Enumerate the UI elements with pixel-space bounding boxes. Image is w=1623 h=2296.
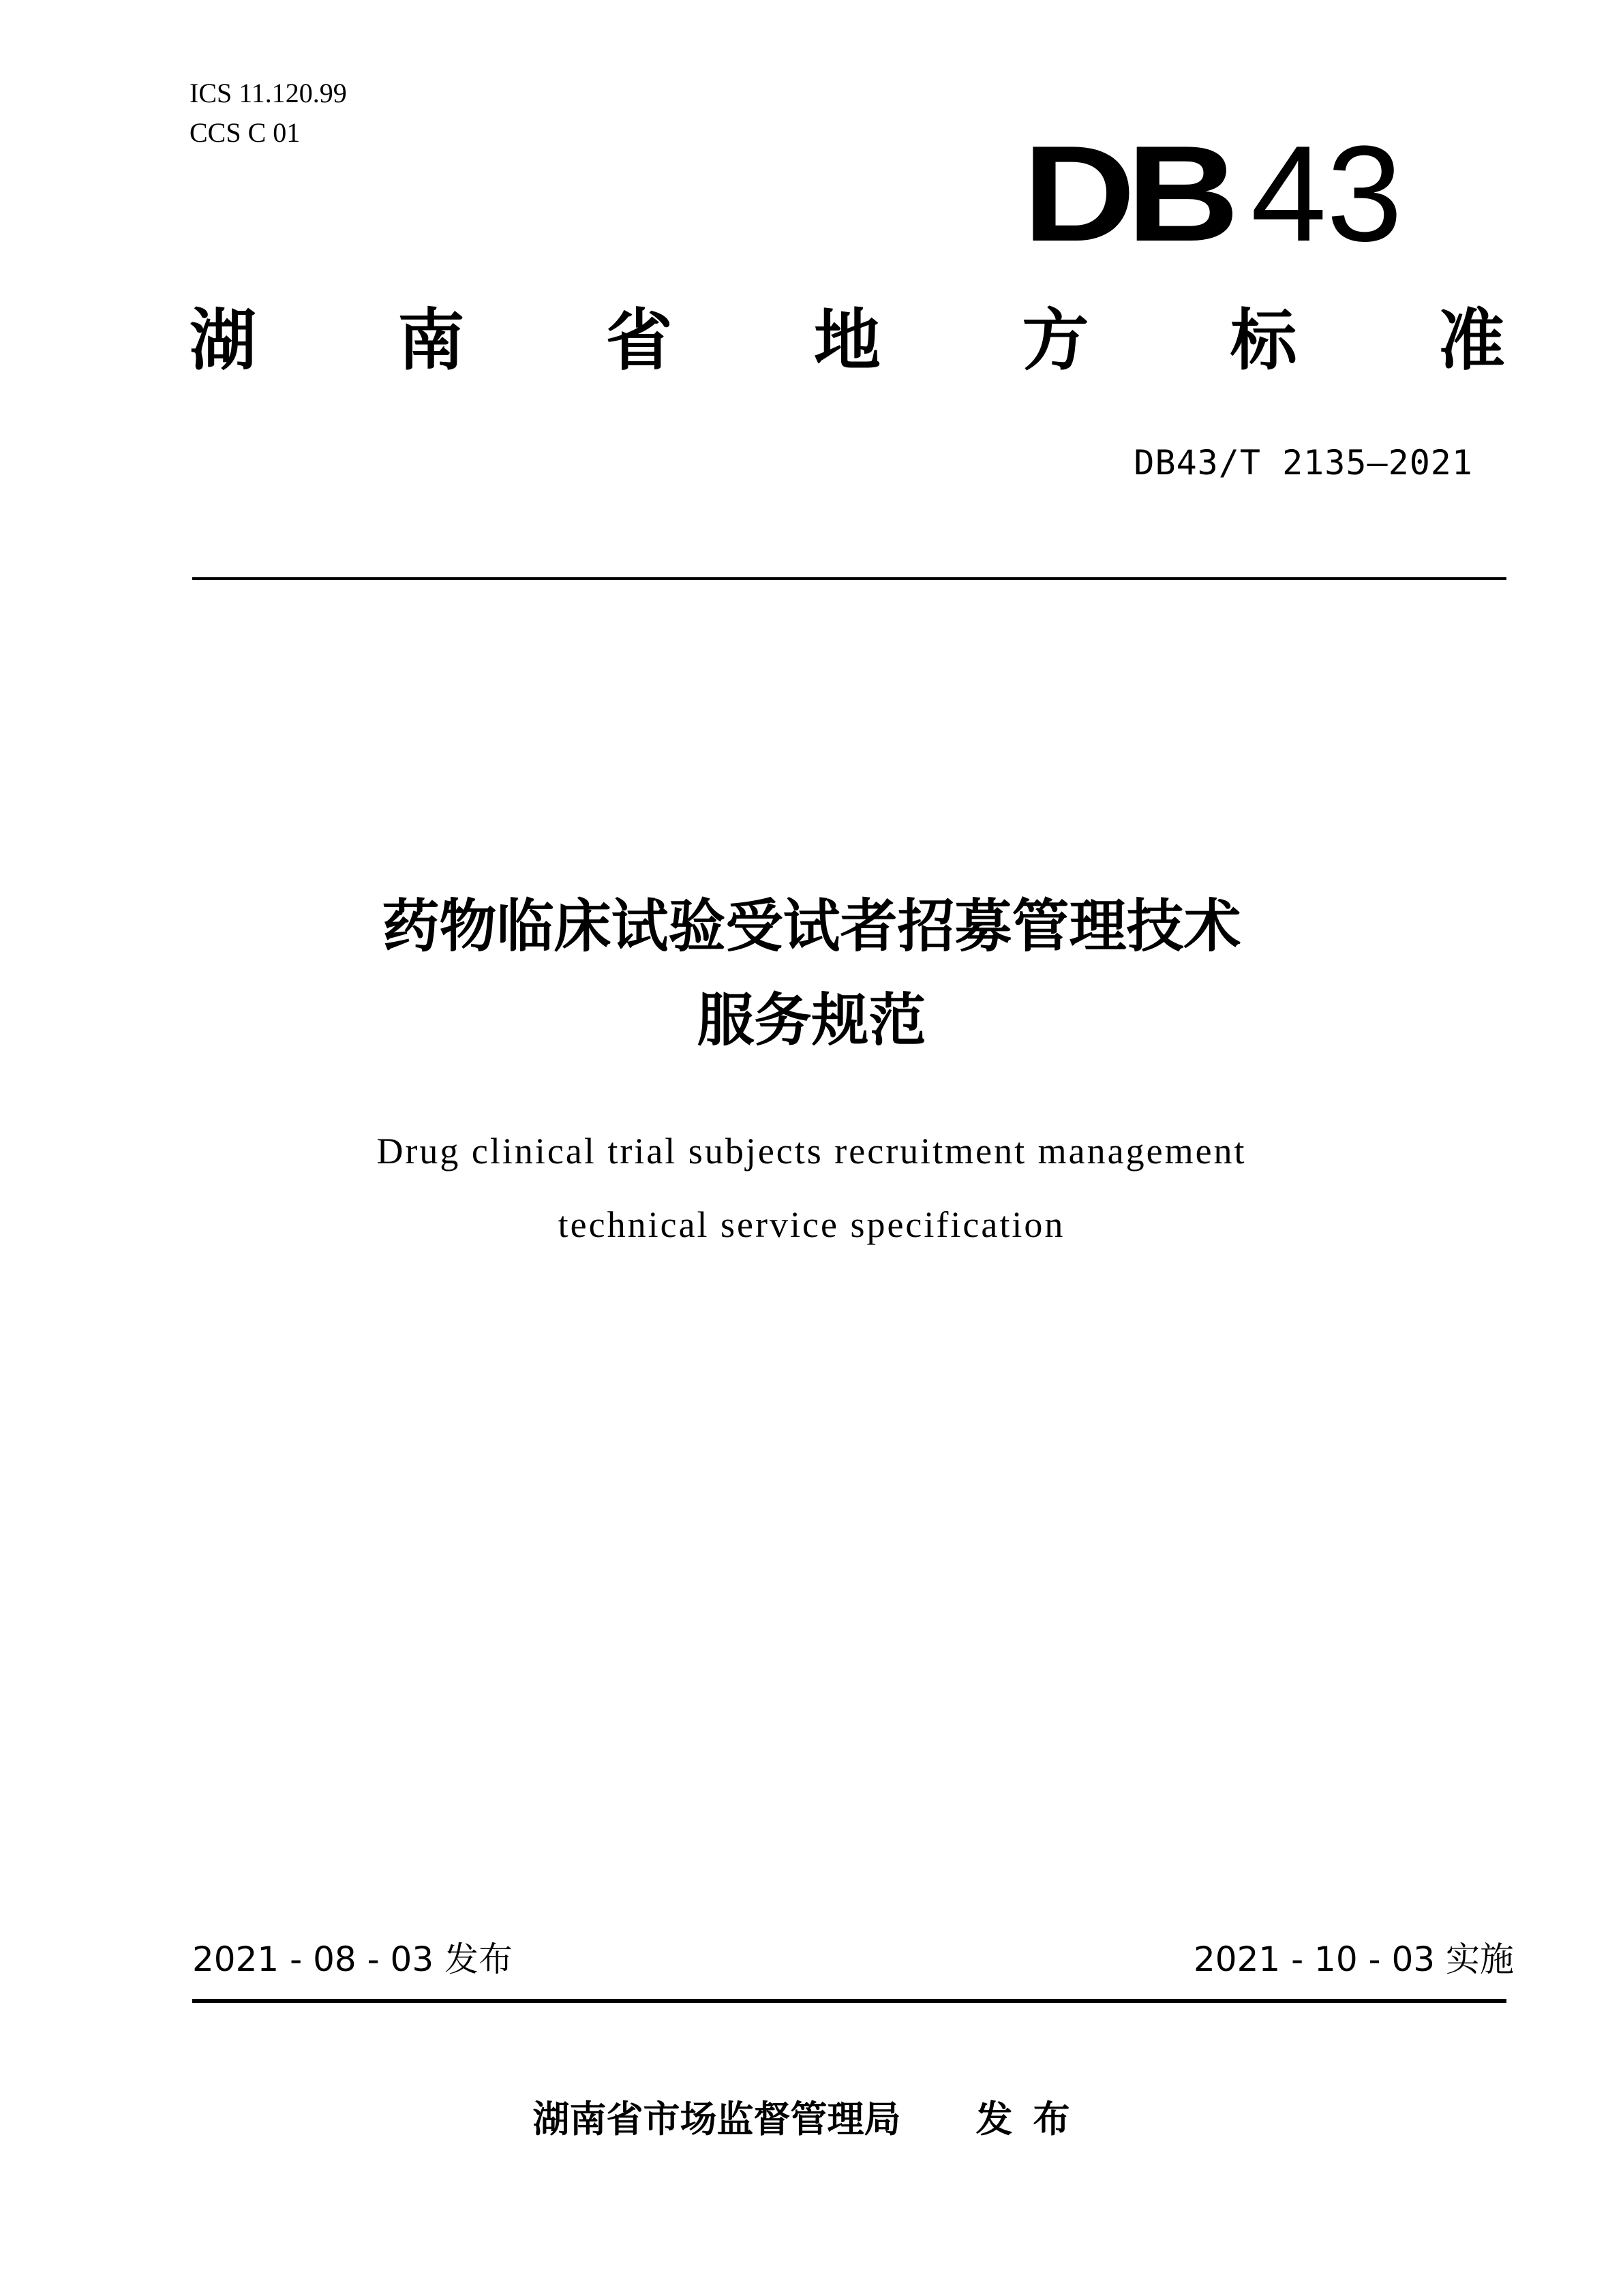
document-title-cn bbox=[0, 879, 1623, 1067]
publisher-action: 发布 bbox=[975, 2098, 1091, 2141]
implementation-date: 2021 - 10 - 03 实施 bbox=[1193, 1940, 1514, 1979]
issue-date: 2021 - 08 - 03 发布 bbox=[192, 1940, 513, 1979]
standard-type-char: 地 bbox=[813, 302, 881, 380]
standard-type-heading bbox=[189, 300, 1505, 382]
standard-type-char: 方 bbox=[1022, 302, 1089, 380]
publisher-line bbox=[0, 2092, 1623, 2147]
standard-mark bbox=[1022, 118, 1403, 270]
document-title-en bbox=[0, 1114, 1623, 1261]
document-title-cn-line-2: 服务规范 bbox=[697, 987, 926, 1054]
standard-type-char: 湖 bbox=[189, 302, 257, 380]
document-title-en-line-2: technical service specification bbox=[558, 1204, 1065, 1245]
bottom-divider bbox=[192, 1999, 1506, 2003]
ics-code: ICS 11.120.99 bbox=[189, 78, 347, 108]
document-title-en-line-1: Drug clinical trial subjects recruitment management bbox=[376, 1131, 1247, 1172]
publisher-organization: 湖南省市场监督管理局 bbox=[532, 2098, 901, 2141]
standard-type-char: 省 bbox=[605, 302, 673, 380]
standard-mark-number: 43 bbox=[1250, 118, 1403, 270]
top-divider bbox=[192, 577, 1506, 580]
standard-type-char: 南 bbox=[397, 302, 465, 380]
ccs-code: CCS C 01 bbox=[189, 117, 301, 148]
document-title-cn-line-1: 药物临床试验受试者招募管理技术 bbox=[382, 893, 1241, 960]
standard-type-char: 准 bbox=[1438, 302, 1505, 380]
classification-codes bbox=[189, 74, 347, 153]
standard-mark-letters: DB bbox=[1022, 118, 1230, 270]
standard-type-char: 标 bbox=[1230, 302, 1297, 380]
standard-number: DB43/T 2135—2021 bbox=[1134, 443, 1473, 483]
